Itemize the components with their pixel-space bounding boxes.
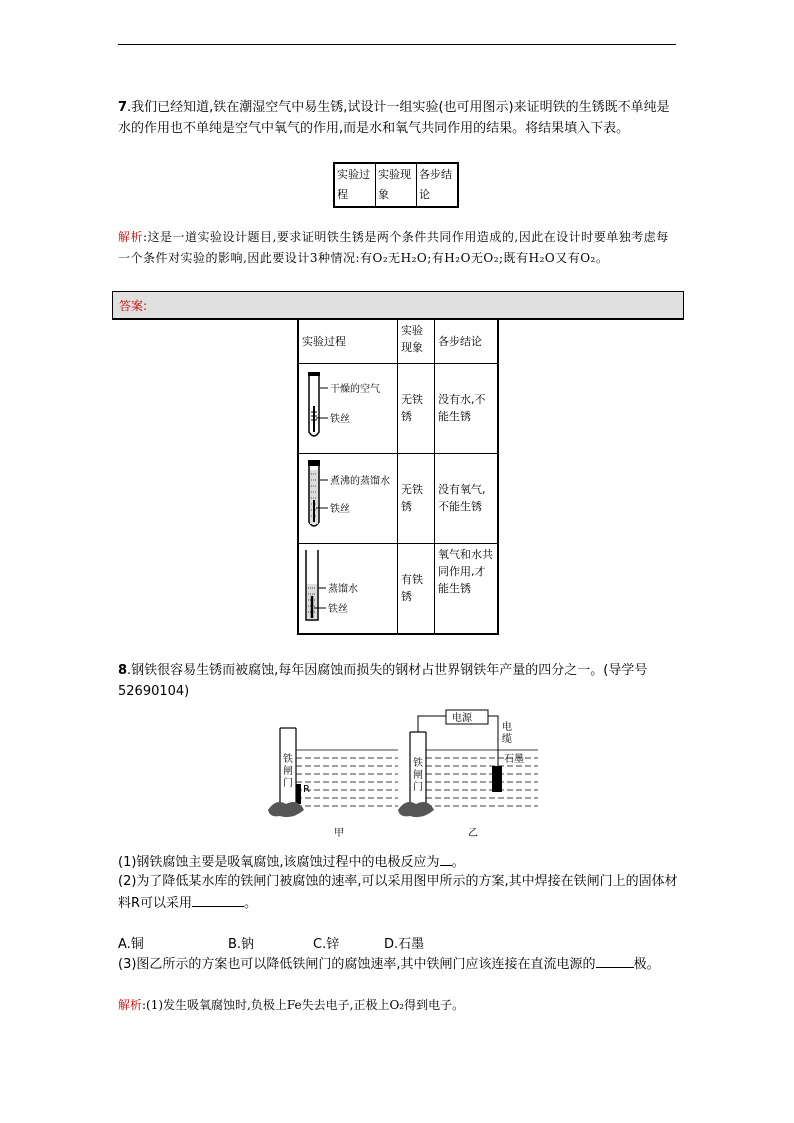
figure-label: 干燥的空气 xyxy=(330,383,380,395)
test-tube-icon xyxy=(302,366,394,446)
analysis-text: :这是一道实验设计题目,要求证明铁生锈是两个条件共同作用造成的,因此在设计时要单独考虑每一个条件对实验的影响,因此要设计3种情况:有O₂无H₂O;有H₂O无O₂;既有H₂O又有O₂。 xyxy=(118,230,669,265)
table-row xyxy=(298,453,498,543)
table-row xyxy=(298,543,498,634)
analysis-label: 解析 xyxy=(118,998,143,1012)
figure-jia xyxy=(268,728,398,839)
table-header-cell: 实验现象 xyxy=(398,319,435,363)
blank-result-table xyxy=(333,162,459,208)
caption-yi: 乙 xyxy=(468,828,478,839)
figure-label: 铁丝 xyxy=(330,503,350,515)
observation-cell: 无铁锈 xyxy=(398,453,435,543)
table-row xyxy=(298,363,498,453)
option-a[interactable]: A.铜 xyxy=(118,937,144,952)
svg-text:门: 门 xyxy=(283,778,293,789)
analysis-label: 解析 xyxy=(118,230,144,244)
conclusion-cell: 没有氧气,不能生锈 xyxy=(435,453,499,543)
analysis-8 xyxy=(118,995,464,1015)
test-tube-icon xyxy=(302,456,394,536)
caption-jia: 甲 xyxy=(334,828,344,839)
svg-text:闸: 闸 xyxy=(413,770,423,781)
answer-bar xyxy=(112,291,684,320)
conclusion-cell: 氧气和水共同作用,才能生锈 xyxy=(435,543,499,634)
observation-cell: 无铁锈 xyxy=(398,363,435,453)
question-number: 7 xyxy=(118,100,128,115)
experiment-figure-dry-air xyxy=(298,363,398,453)
observation-cell: 有铁锈 xyxy=(398,543,435,634)
option-d[interactable]: D.石墨 xyxy=(384,937,425,952)
question-8 xyxy=(118,660,678,702)
test-tube-icon xyxy=(302,546,394,626)
table-header-cell: 各步结论 xyxy=(435,319,499,363)
conclusion-cell: 没有水,不能生锈 xyxy=(435,363,499,453)
option-b[interactable]: B.钠 xyxy=(228,937,255,952)
question-text: .我们已经知道,铁在潮湿空气中易生锈,试设计一组实验(也可用图示)来证明铁的生锈既不单纯是水的作用也不单纯是空气中氧气的作用,而是水和氧气共同作用的结果。将结果填入下表。 xyxy=(118,100,670,136)
question-number: 8 xyxy=(118,663,128,678)
sub-question-2: (2)为了降低某水库的铁闸门被腐蚀的速率,可以采用图甲所示的方案,其中焊接在铁闸门上的固体材料R可以采用 。 xyxy=(118,874,678,911)
answer-blank[interactable] xyxy=(596,953,634,968)
figure-label: 蒸馏水 xyxy=(328,583,358,595)
svg-text:闸: 闸 xyxy=(283,766,293,777)
sub-question-3: (3)图乙所示的方案也可以降低铁闸门的腐蚀速率,其中铁闸门应该连接在直流电源的 极。 xyxy=(118,953,678,975)
svg-text:缆: 缆 xyxy=(502,734,512,745)
option-c[interactable]: C.锌 xyxy=(313,937,340,952)
experiment-figure-water-air xyxy=(298,543,398,634)
corrosion-figure xyxy=(258,706,558,842)
sub-question-1: (1)钢铁腐蚀主要是吸氧腐蚀,该腐蚀过程中的电极反应为 。 xyxy=(118,851,678,873)
figure-label: 煮沸的蒸馏水 xyxy=(330,475,390,487)
answer-blank[interactable] xyxy=(192,892,244,907)
figure-label: 铁丝 xyxy=(328,603,348,615)
header-rule xyxy=(118,44,676,45)
graphite-label: 石墨 xyxy=(504,754,524,765)
answer-blank[interactable] xyxy=(440,851,452,866)
experiment-figure-boiled-water xyxy=(298,453,398,543)
analysis-7 xyxy=(118,227,678,269)
table-header-cell: 实验过程 xyxy=(298,319,398,363)
question-text: .钢铁很容易生锈而被腐蚀,每年因腐蚀而损失的钢材占世界钢铁年产量的四分之一。(导学号 52690104) xyxy=(118,663,648,699)
gate-label: 铁 xyxy=(283,754,293,765)
table-header-cell: 各步结论 xyxy=(417,163,459,207)
cable-label: 电 xyxy=(502,722,512,733)
material-label: R xyxy=(303,784,310,795)
figure-yi xyxy=(398,710,538,839)
question-7 xyxy=(118,97,678,139)
table-header-cell: 实验过程 xyxy=(334,163,376,207)
power-label: 电源 xyxy=(452,713,472,724)
figure-label: 铁丝 xyxy=(330,413,350,425)
answer-label: 答案: xyxy=(119,299,148,313)
answer-table xyxy=(297,318,499,635)
gate-label: 铁 xyxy=(413,758,423,769)
table-header-cell: 实验现象 xyxy=(376,163,417,207)
svg-text:门: 门 xyxy=(413,782,423,793)
analysis-text: :(1)发生吸氧腐蚀时,负极上Fe失去电子,正极上O₂得到电子。 xyxy=(142,998,465,1012)
